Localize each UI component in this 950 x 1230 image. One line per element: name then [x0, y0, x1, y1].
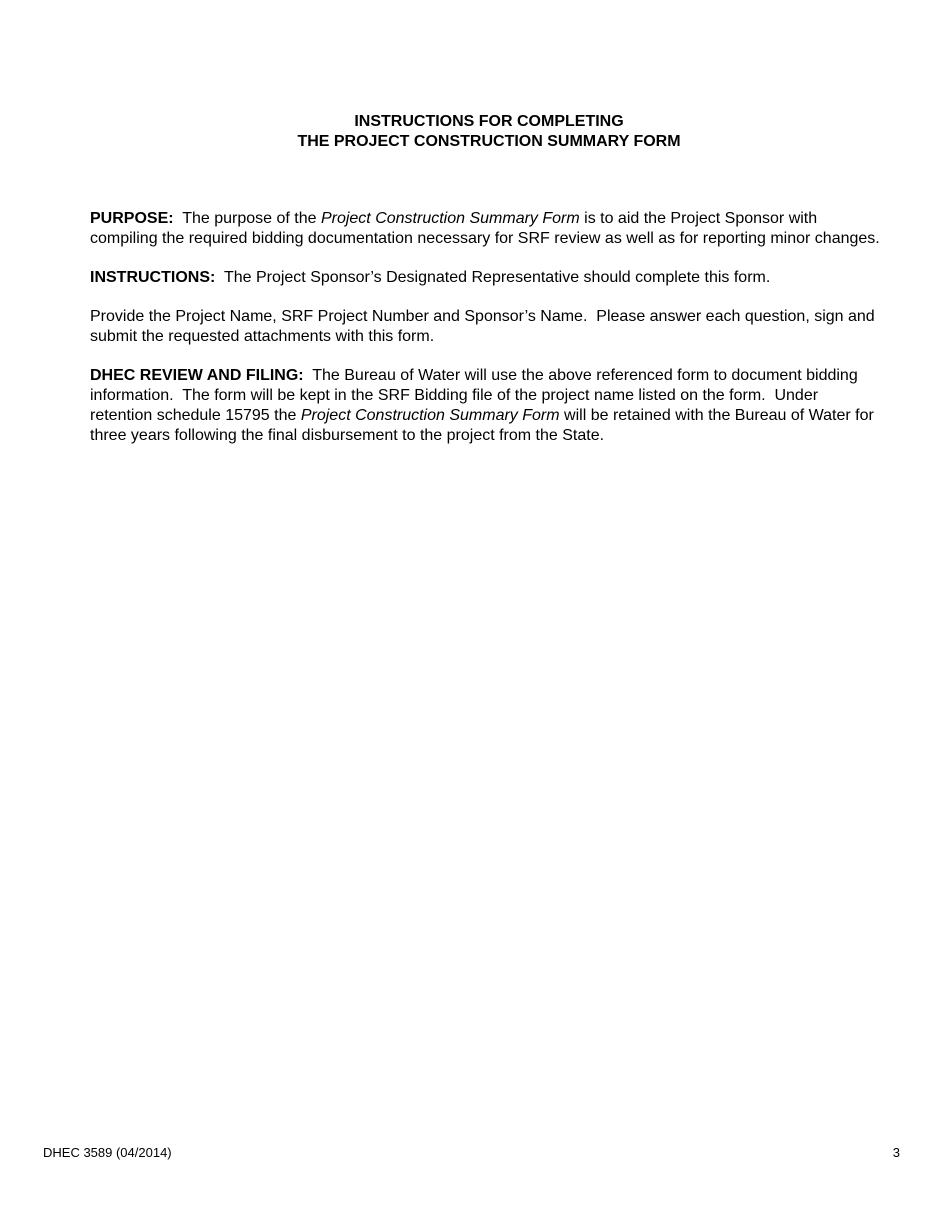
purpose-form-name: Project Construction Summary Form — [320, 210, 580, 227]
title-line-1: INSTRUCTIONS FOR COMPLETING — [354, 113, 624, 130]
instructions-text: The Project Sponsor’s Designated Representative should complete this form. — [223, 269, 771, 286]
page-number: 3 — [892, 1145, 900, 1160]
purpose-paragraph — [90, 209, 880, 249]
purpose-text-b: is to aid the Project Sponsor with compiling the required bidding documentation necessary for SRF review as well as for reporting minor changes. — [90, 210, 880, 247]
form-id: DHEC 3589 (04/2014) — [43, 1145, 172, 1160]
review-text-b: will be retained with the Bureau of Water for three years following the final disbursement to the project from the State. — [90, 407, 879, 444]
provide-paragraph: Provide the Project Name, SRF Project Number and Sponsor’s Name. Please answer each question, sign and submit the requested attachments with this form. — [90, 308, 880, 345]
instructions-paragraph — [90, 268, 880, 288]
review-paragraph — [90, 366, 880, 446]
instructions-label: INSTRUCTIONS: — [90, 269, 216, 286]
purpose-label: PURPOSE: — [90, 210, 174, 227]
review-label: DHEC REVIEW AND FILING: — [90, 367, 304, 384]
purpose-text-a: The purpose of the — [182, 210, 317, 227]
page-title — [0, 112, 950, 152]
title-line-2: THE PROJECT CONSTRUCTION SUMMARY FORM — [297, 133, 681, 150]
review-text-a: The Bureau of Water will use the above referenced form to document bidding information. The form will be kept in the SRF Bidding file of the project name listed on the form. Under retention schedule 15795 the — [90, 367, 863, 424]
review-form-name: Project Construction Summary Form — [300, 407, 560, 424]
document-body — [90, 209, 880, 465]
